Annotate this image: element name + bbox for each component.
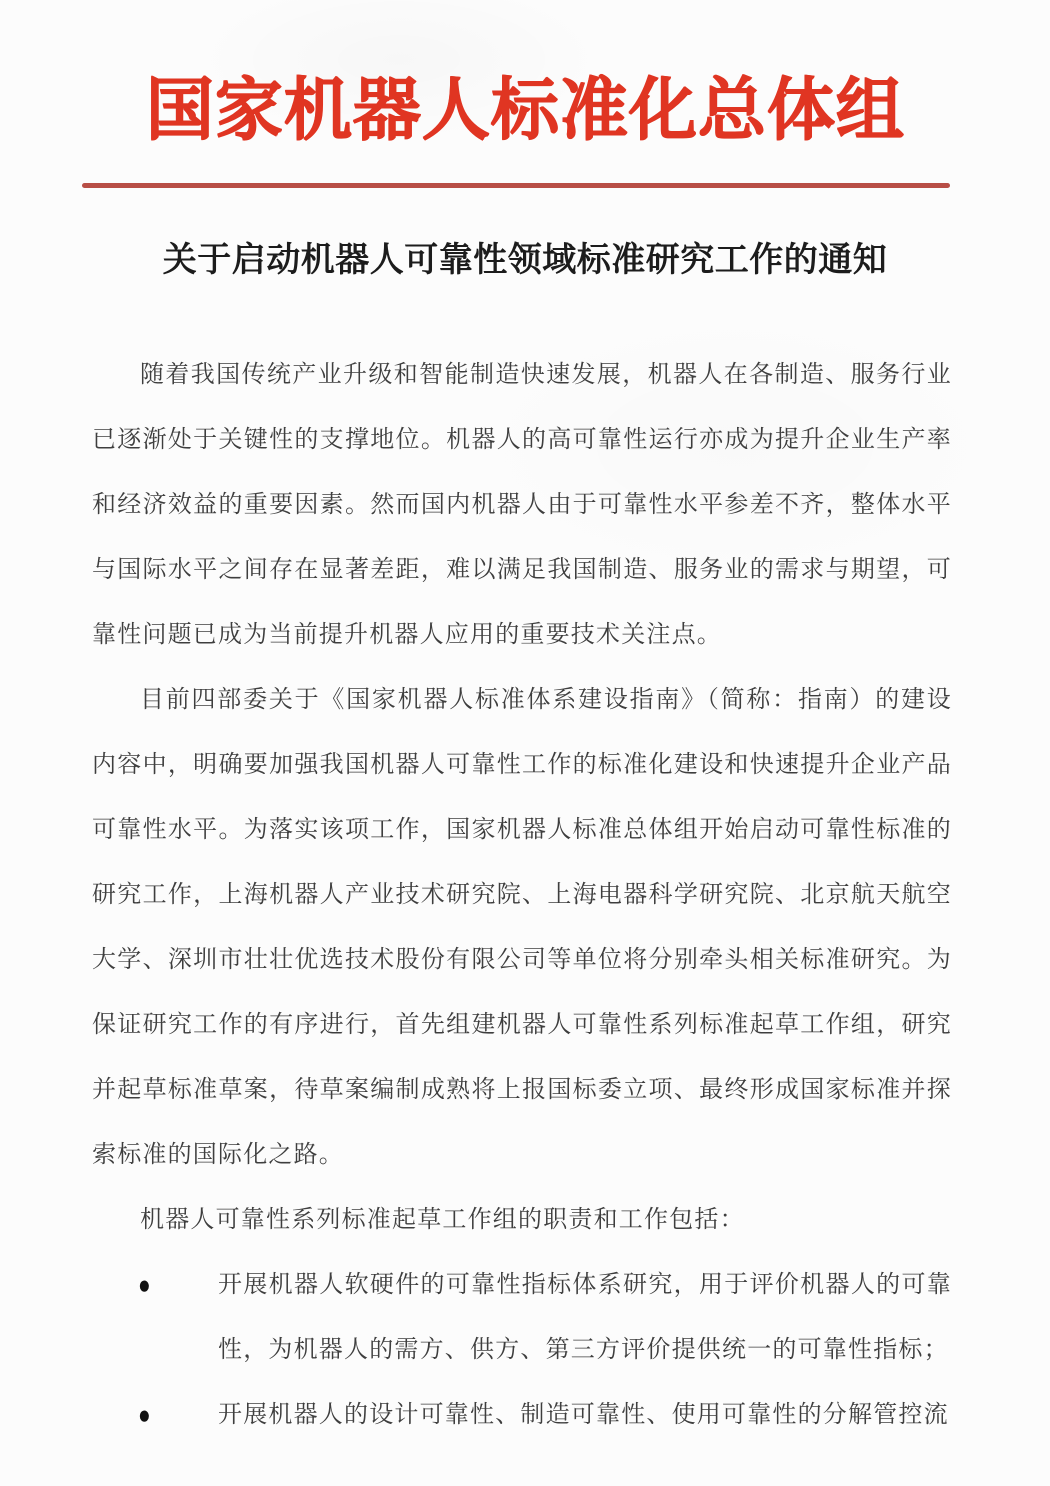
document-body xyxy=(92,343,952,1448)
document-title: 关于启动机器人可靠性领域标准研究工作的通知 xyxy=(162,242,888,279)
paragraph-plan: 目前四部委关于《国家机器人标准体系建设指南》（简称：指南）的建设内容中，明确要加强我国机器人可靠性工作的标准化建设和快速提升企业产品可靠性水平。为落实该项工作，国家机器人标准总体组开始启动可靠性标准的研究工作，上海机器人产业技术研究院、上海电器科学研究院、北京航天航空大学、深圳市壮壮优选技术股份有限公司等单位将分别牵头相关标准研究。为保证研究工作的有序进行，首先组建机器人可靠性系列标准起草工作组，研究并起草标准草案，待草案编制成熟将上报国标委立项、最终形成国家标准并探索标准的国际化之路。 xyxy=(92,687,952,1168)
list-item xyxy=(92,1253,952,1383)
bullet-item-text: 开展机器人软硬件的可靠性指标体系研究，用于评价机器人的可靠性，为机器人的需方、供方、第三方评价提供统一的可靠性指标； xyxy=(218,1272,952,1363)
org-letterhead-title: 国家机器人标准化总体组 xyxy=(145,72,905,148)
duties-bullet-list xyxy=(92,1253,952,1448)
list-item xyxy=(92,1383,952,1448)
letterhead-divider-line xyxy=(82,183,950,188)
paragraph-duties-intro: 机器人可靠性系列标准起草工作组的职责和工作包括： xyxy=(140,1207,745,1233)
bullet-icon: ● xyxy=(138,1399,152,1430)
bullet-item-text: 开展机器人的设计可靠性、制造可靠性、使用可靠性的分解管控流 xyxy=(218,1402,949,1428)
bullet-icon: ● xyxy=(138,1269,152,1300)
paragraph-background: 随着我国传统产业升级和智能制造快速发展，机器人在各制造、服务行业已逐渐处于关键性的支撑地位。机器人的高可靠性运行亦成为提升企业生产率和经济效益的重要因素。然而国内机器人由于可靠性水平参差不齐，整体水平与国际水平之间存在显著差距，难以满足我国制造、服务业的需求与期望，可靠性问题已成为当前提升机器人应用的重要技术关注点。 xyxy=(92,362,952,648)
